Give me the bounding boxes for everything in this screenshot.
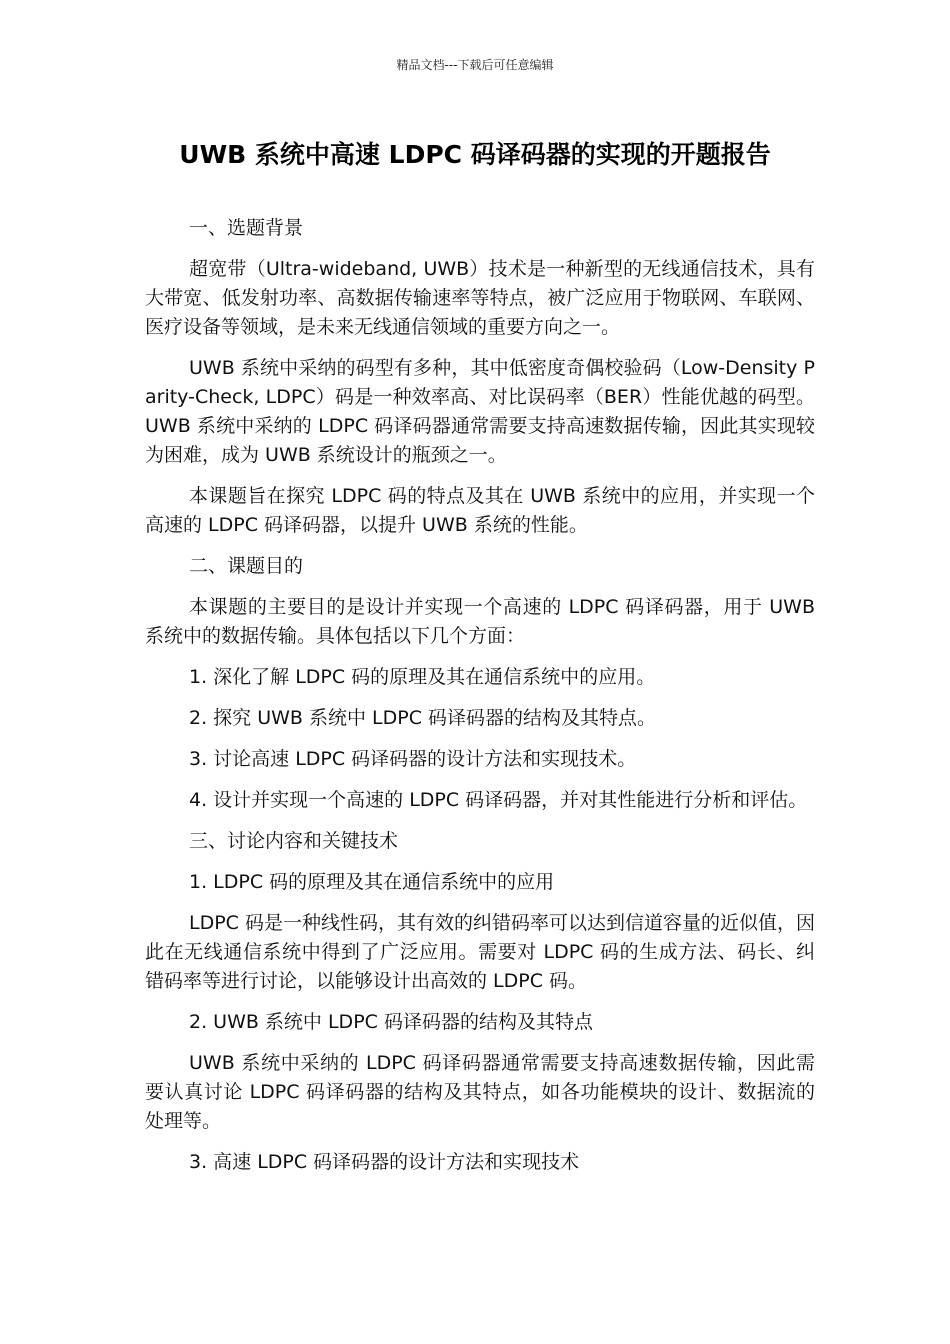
list-item-1: 1. 深化了解 LDPC 码的原理及其在通信系统中的应用。 <box>189 666 656 688</box>
paragraph-ldpc-intro: UWB 系统中采纳的码型有多种，其中低密度奇偶校验码（Low-Density Parity-Check, LDPC）码是一种效率高、对比误码率（BER）性能优越的码型。UWB 系统中采纳的 LDPC 码译码器通常需要支持高速数据传输，因此其实现较为困难，成为 UWB 系统设计的瓶颈之一。 <box>145 357 815 466</box>
section-heading-content: 三、讨论内容和关键技术 <box>189 830 399 852</box>
list-item-3: 3. 讨论高速 LDPC 码译码器的设计方法和实现技术。 <box>189 748 637 770</box>
document-body <box>145 214 815 1189</box>
list-item-4: 4. 设计并实现一个高速的 LDPC 码译码器，并对其性能进行分析和评估。 <box>189 789 808 811</box>
section-heading-background: 一、选题背景 <box>189 217 304 239</box>
header-note: 精品文档---下载后可任意编辑 <box>396 58 554 72</box>
paragraph-ldpc-principle: LDPC 码是一种线性码，其有效的纠错码率可以达到信道容量的近似值，因此在无线通信系统中得到了广泛应用。需要对 LDPC 码的生成方法、码长、纠错码率等进行讨论，以能够设计出高效的 LDPC 码。 <box>145 912 815 992</box>
subheading-ldpc-principle: 1. LDPC 码的原理及其在通信系统中的应用 <box>189 871 555 893</box>
subheading-design-method: 3. 高速 LDPC 码译码器的设计方法和实现技术 <box>189 1151 580 1173</box>
paragraph-purpose: 本课题的主要目的是设计并实现一个高速的 LDPC 码译码器，用于 UWB 系统中的数据传输。具体包括以下几个方面： <box>145 596 815 647</box>
paragraph-decoder-structure: UWB 系统中采纳的 LDPC 码译码器通常需要支持高速数据传输，因此需要认真讨论 LDPC 码译码器的结构及其特点，如各功能模块的设计、数据流的处理等。 <box>145 1052 815 1132</box>
list-item-2: 2. 探究 UWB 系统中 LDPC 码译码器的结构及其特点。 <box>189 707 656 729</box>
document-title: UWB 系统中高速 LDPC 码译码器的实现的开题报告 <box>179 140 771 169</box>
paragraph-aim: 本课题旨在探究 LDPC 码的特点及其在 UWB 系统中的应用，并实现一个高速的 LDPC 码译码器，以提升 UWB 系统的性能。 <box>145 485 815 536</box>
subheading-decoder-structure: 2. UWB 系统中 LDPC 码译码器的结构及其特点 <box>189 1011 593 1033</box>
paragraph-uwb-intro: 超宽带（Ultra-wideband, UWB）技术是一种新型的无线通信技术，具有大带宽、低发射功率、高数据传输速率等特点，被广泛应用于物联网、车联网、医疗设备等领域，是未来无线通信领域的重要方向之一。 <box>145 258 815 338</box>
section-heading-purpose: 二、课题目的 <box>189 555 304 577</box>
